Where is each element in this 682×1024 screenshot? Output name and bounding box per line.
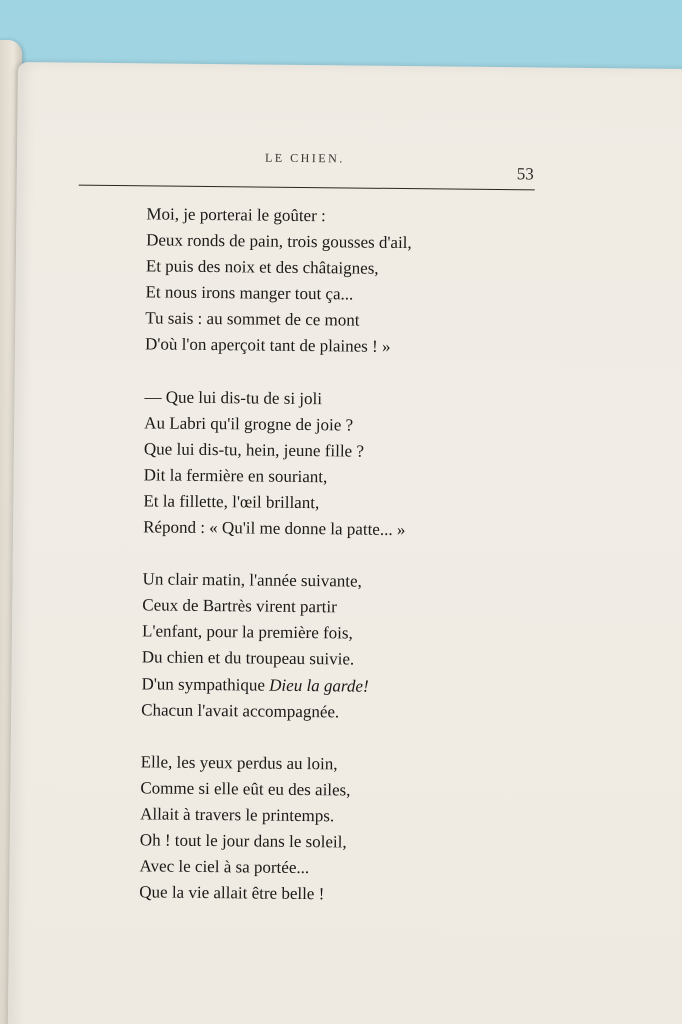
verse-line: — Que lui dis-tu de si joli <box>144 386 323 408</box>
verse-line: Ceux de Bartrès virent partir <box>142 595 337 617</box>
stanza-1 <box>145 201 567 362</box>
verse-line: Au Labri qu'il grogne de joie ? <box>144 412 354 435</box>
verse-line: Et la fillette, l'œil brillant, <box>143 491 320 513</box>
verse-italic-part: Dieu la garde! <box>269 675 369 696</box>
running-title: LE CHIEN. <box>264 150 345 166</box>
verse-line: Un clair matin, l'année suivante, <box>142 569 362 591</box>
verse-roman-part: D'un sympathique <box>141 673 270 695</box>
verse-line: Comme si elle eût eu des ailes, <box>140 778 351 800</box>
verse-line: Avec le ciel à sa portée... <box>139 856 310 878</box>
page-number: 53 <box>516 164 534 184</box>
verse-line: D'où l'on aperçoit tant de plaines ! » <box>144 334 391 357</box>
verse-line: Du chien et du troupeau suivie. <box>141 647 355 669</box>
stanza-2 <box>143 384 565 545</box>
verse-line: Et puis des noix et des châtaignes, <box>145 256 379 278</box>
verse-line: L'enfant, pour la première fois, <box>141 621 353 643</box>
verse-line: Que la vie allait être belle ! <box>139 882 325 904</box>
verse-line: Allait à travers le printemps. <box>140 804 335 826</box>
header-rule <box>79 185 535 191</box>
stanza-4 <box>139 749 561 910</box>
verse-line: Dit la fermière en souriant, <box>143 465 328 487</box>
verse-line-mixed <box>141 671 561 701</box>
verse-line: Deux ronds de pain, trois gousses d'ail, <box>146 230 412 253</box>
stanza-3 <box>141 566 563 727</box>
verse-line: Elle, les yeux perdus au loin, <box>140 752 338 774</box>
verse-line: Et nous irons manger tout ça... <box>145 282 354 304</box>
verse-line: Moi, je porterai le goûter : <box>146 204 326 226</box>
verse-line: Répond : « Qu'il me donne la patte... » <box>143 517 406 540</box>
verse-line: Que lui dis-tu, hein, jeune fille ? <box>143 439 365 461</box>
verse-line: Tu sais : au sommet de ce mont <box>145 308 360 330</box>
verse-line: Oh ! tout le jour dans le soleil, <box>139 830 347 852</box>
book-page <box>8 62 682 1024</box>
verse-line: Chacun l'avait accompagnée. <box>141 699 340 721</box>
poem-text <box>139 201 567 936</box>
